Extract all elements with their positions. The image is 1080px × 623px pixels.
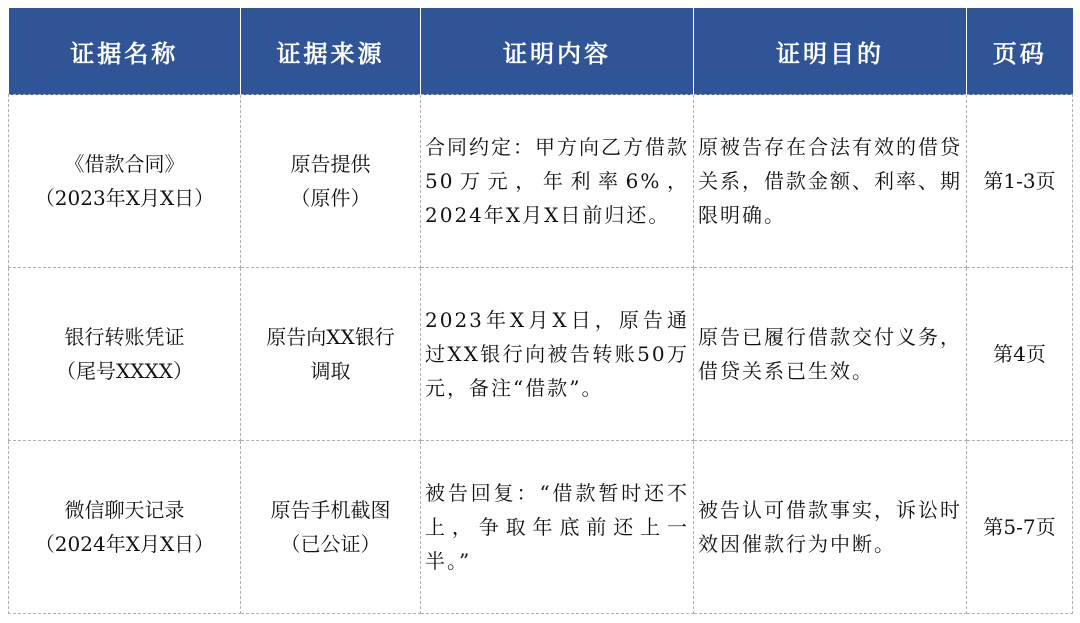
evidence-source-line: 原告手机截图: [270, 498, 391, 522]
header-proof-content: 证明内容: [421, 8, 694, 95]
proof-purpose-cell: 原告已履行借款交付义务，借贷关系已生效。: [694, 268, 967, 441]
table-row: [9, 95, 1073, 268]
header-page-number: 页码: [967, 8, 1073, 95]
proof-purpose-cell: 被告认可借款事实，诉讼时效因催款行为中断。: [694, 441, 967, 614]
evidence-name-line: 银行转账凭证: [64, 325, 185, 349]
page-number-cell: 第4页: [967, 268, 1073, 441]
proof-content-cell: 合同约定：甲方向乙方借款50万元，年利率6%，2024年X月X日前归还。: [421, 95, 694, 268]
evidence-name-cell: [9, 95, 241, 268]
evidence-source-line: （原件）: [290, 186, 371, 210]
table-row: [9, 268, 1073, 441]
page-number-cell: 第1-3页: [967, 95, 1073, 268]
evidence-source-cell: [241, 441, 421, 614]
table-header-row: [9, 8, 1073, 95]
evidence-name-cell: [9, 268, 241, 441]
evidence-name-line: 《借款合同》: [64, 152, 185, 176]
header-evidence-name: 证据名称: [9, 8, 241, 95]
evidence-name-line: （尾号XXXX）: [56, 359, 193, 383]
proof-content-cell: 被告回复：“借款暂时还不上，争取年底前还上一半。”: [421, 441, 694, 614]
evidence-table: [8, 8, 1073, 614]
page-number-cell: 第5-7页: [967, 441, 1073, 614]
header-evidence-source: 证据来源: [241, 8, 421, 95]
header-proof-purpose: 证明目的: [694, 8, 967, 95]
evidence-source-cell: [241, 268, 421, 441]
evidence-name-line: （2023年X月X日）: [34, 186, 215, 210]
evidence-source-line: 原告提供: [290, 152, 371, 176]
evidence-name-line: 微信聊天记录: [64, 498, 185, 522]
evidence-source-line: 调取: [310, 359, 351, 383]
table-row: [9, 441, 1073, 614]
evidence-source-line: 原告向XX银行: [266, 325, 395, 349]
evidence-source-line: （已公证）: [280, 532, 381, 556]
proof-content-cell: 2023年X月X日，原告通过XX银行向被告转账50万元，备注“借款”。: [421, 268, 694, 441]
evidence-name-cell: [9, 441, 241, 614]
evidence-source-cell: [241, 95, 421, 268]
proof-purpose-cell: 原被告存在合法有效的借贷关系，借款金额、利率、期限明确。: [694, 95, 967, 268]
evidence-name-line: （2024年X月X日）: [34, 532, 215, 556]
